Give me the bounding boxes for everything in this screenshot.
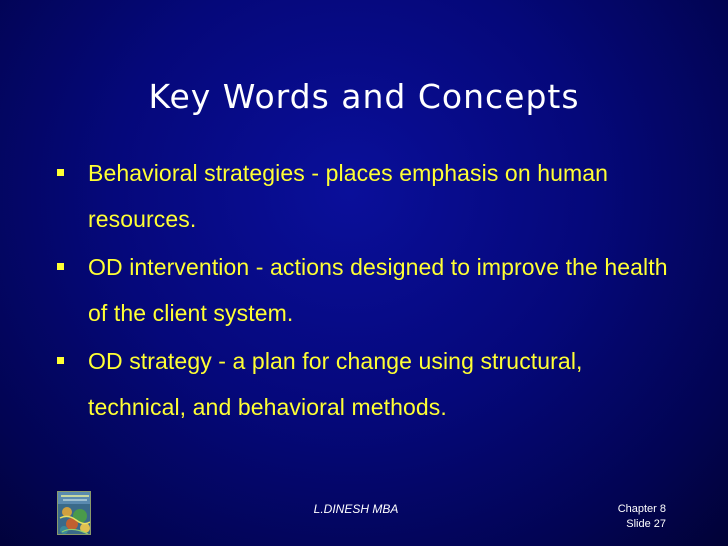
bullet-text: OD strategy - a plan for change using structural, technical, and behavioral methods. [88, 348, 583, 420]
bullet-item [54, 244, 684, 336]
slide-title: Key Words and Concepts [148, 77, 580, 116]
bullet-text: OD intervention - actions designed to improve the health of the client system. [88, 254, 668, 326]
footer-author: L.DINESH MBA [313, 502, 399, 516]
square-bullet-icon [57, 169, 64, 176]
footer-slide-info [618, 502, 666, 532]
square-bullet-icon [57, 357, 64, 364]
square-bullet-icon [57, 263, 64, 270]
slide-number: Slide 27 [626, 518, 666, 530]
bullet-text: Behavioral strategies - places emphasis on human resources. [88, 160, 609, 232]
bullet-list [54, 150, 684, 430]
bullet-item [54, 338, 684, 430]
bullet-item [54, 150, 684, 242]
chapter-label: Chapter 8 [617, 503, 666, 515]
